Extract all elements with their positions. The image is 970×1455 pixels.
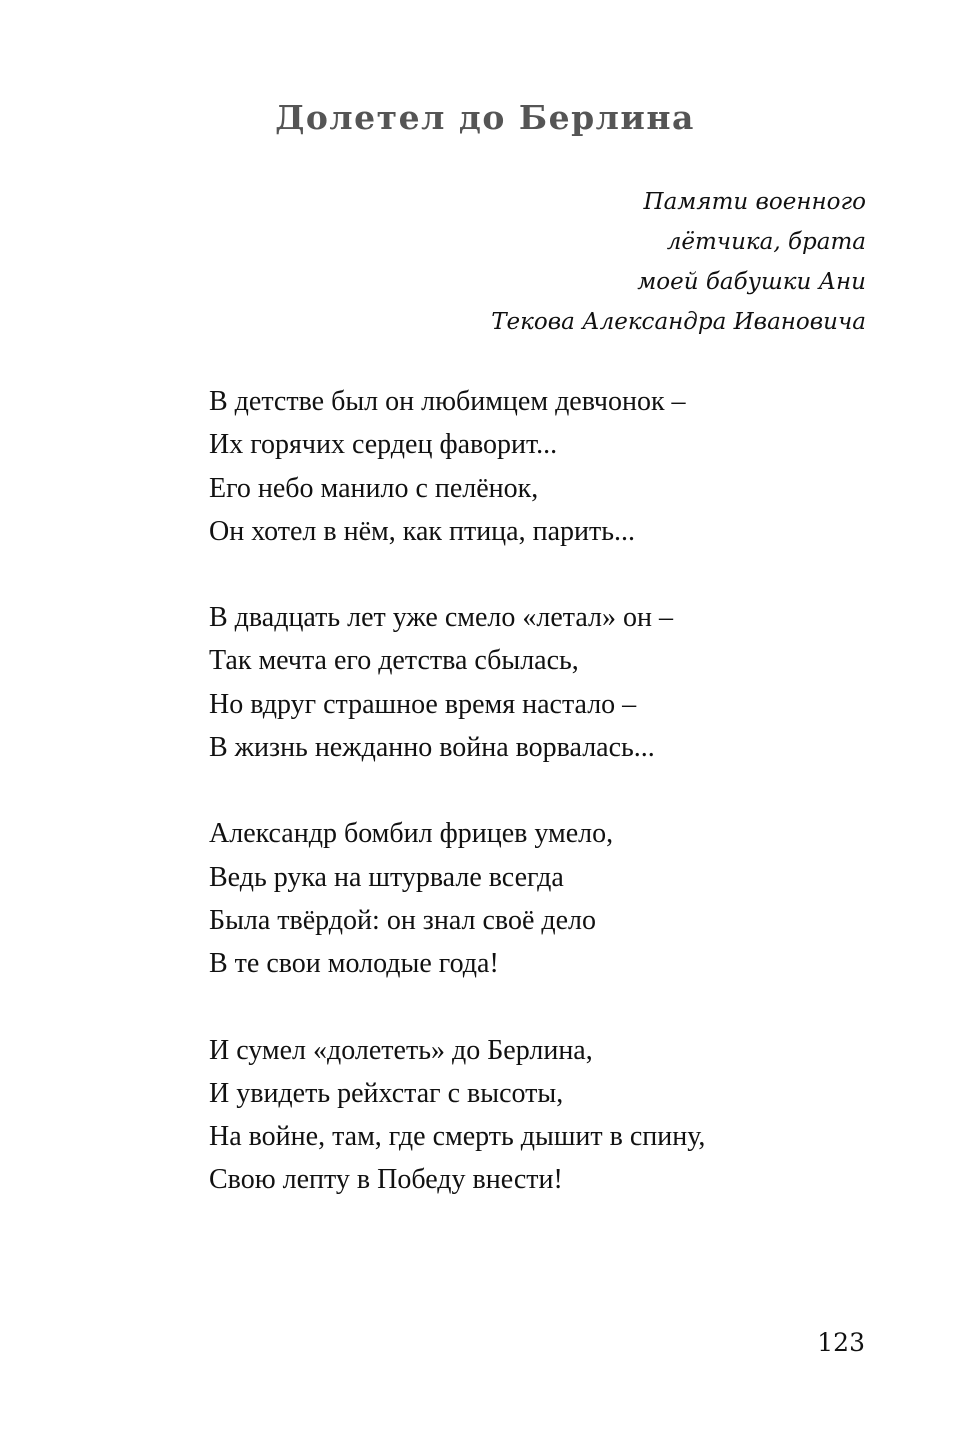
stanza-4 [209,1029,705,1202]
dedication-line: лётчика, брата [666,229,866,255]
poem-line: Ведь рука на штурвале всегда [209,861,564,893]
stanza-1 [209,380,705,553]
poem-line: Александр бомбил фрицев умело, [209,818,614,850]
poem-line: Так мечта его детства сбылась, [209,645,579,677]
page-title: Долетел до Берлина [275,98,695,137]
poem-line: В те свои молодые года! [209,948,499,980]
poem-body [209,380,705,1202]
poem-line: Его небо манило с пелёнок, [209,472,539,504]
dedication-line: Текова Александра Ивановича [491,309,866,335]
stanza-2 [209,596,705,769]
dedication-line: Памяти военного [643,189,866,215]
poem-line: Их горячих сердец фаворит... [209,429,558,461]
poem-line: В детстве был он любимцем девчонок – [209,386,686,417]
poem-line: Но вдруг страшное время настало – [209,688,637,720]
poem-line: Он хотел в нём, как птица, парить... [209,515,635,547]
poem-line: И сумел «долететь» до Берлина, [209,1034,593,1066]
stanza-3 [209,812,705,985]
poem-line: Была твёрдой: он знал своё дело [209,904,597,936]
poem-line: В двадцать лет уже смело «летал» он – [209,602,673,634]
dedication-line: моей бабушки Ани [637,269,866,295]
poem-line: В жизнь нежданно война ворвалась... [209,732,655,764]
poem-line: На войне, там, где смерть дышит в спину, [209,1121,706,1153]
poem-line: И увидеть рейхстаг с высоты, [209,1077,564,1109]
page-number: 123 [817,1328,865,1357]
dedication [491,182,866,342]
poem-line: Свою лепту в Победу внести! [209,1164,563,1196]
